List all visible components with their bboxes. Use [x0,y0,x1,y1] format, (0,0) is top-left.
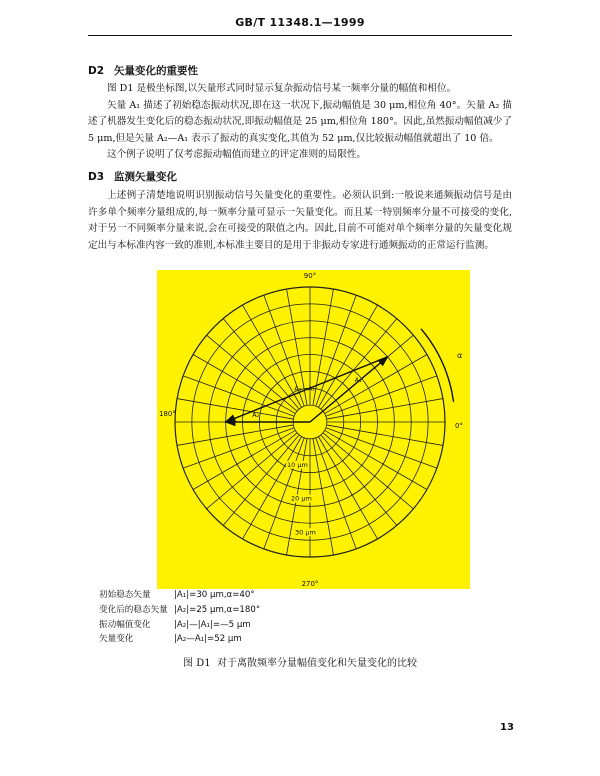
standard-code-header: GB/T 11348.1—1999 [235,16,365,29]
radius-label: 20 μm [291,494,312,503]
radius-label: 10 μm [287,460,308,469]
legend-row [99,588,260,603]
polar-spoke [313,439,334,555]
polar-spoke [183,376,294,416]
polar-spoke [183,428,294,468]
legend-row [99,603,260,618]
legend-label: 初始稳态矢量 [99,590,151,600]
polar-spoke [316,438,356,549]
legend-value: |A₂|=25 μm,α=180° [174,604,261,615]
section-d2-paragraph: 矢量 A₁ 描述了初始稳态振动状况,即在这一状况下,振动幅值是 30 μm,相位角 40°。矢量 A₂ 描述了机器发生变化后的稳态振动状况,即振动幅值是 25 μm,相位角 180°。因此,虽然振动幅值减少了 5 μm,但是矢量 A₂—A₁ 表示了振动的真实变化,其值为 52 μm,仅比较振动幅值就超出了 10 倍。 [88,99,512,144]
header-rule [88,35,512,36]
polar-spoke [193,355,295,414]
polar-spoke [223,319,299,409]
section-d3-paragraph: 上述例子清楚地说明识别振动信号矢量变化的重要性。必须认识到:一般说来通频振动信号是由许多单个频率分量组成的,每一频率分量可显示一矢量变化。而且某一特别频率分量不可接受的变化,对于另一不同频率分量来说,会在可接受的限值之内。因此,目前不可能对单个频率分量的矢量变化规定出与本标准内容一致的准则,本标准主要目的是用于非振动专家进行通频振动的正常运行监测。 [88,190,512,251]
polar-plot [157,270,470,589]
figure-number: 图 D1 [183,658,211,669]
figure-caption [0,654,600,669]
polar-spoke [316,295,356,406]
radius-label: 30 μm [295,528,316,537]
polar-spoke [321,435,397,525]
angle-label-180: 180° [159,410,176,418]
polar-spoke [223,435,299,525]
legend-row [99,618,260,633]
polar-figure [157,270,470,589]
legend-label: 变化后的稳态矢量 [99,604,168,615]
section-d2-number: D2 [88,65,105,77]
angle-label-90: 90° [303,272,317,280]
polar-spoke [321,319,397,409]
polar-spoke [325,430,427,489]
section-d2-body [88,81,512,164]
figure-legend [99,588,260,647]
legend-label: 矢量变化 [99,634,134,645]
section-d3-number: D3 [88,171,105,183]
section-d2-heading [88,63,198,78]
polar-spoke [313,289,334,405]
polar-spoke [327,399,443,420]
polar-spoke [323,433,413,509]
polar-spoke [243,437,302,539]
angle-label-270: 270° [301,580,319,588]
section-d2-paragraph: 图 D1 是极坐标图,以矢量形式同时显示复杂振动信号某一频率分量的幅值和相位。 [107,83,457,94]
polar-spoke [318,437,377,539]
polar-spoke [325,355,427,414]
section-d3-body [88,188,512,254]
polar-spoke [207,335,297,411]
polar-spoke [326,428,437,468]
polar-spoke [177,425,293,446]
vector-a1-label: A₁ [354,376,362,385]
legend-value: |A₂|—|A₁|=—5 μm [174,619,251,630]
polar-spoke [318,305,377,407]
alpha-arc [421,329,454,402]
vector-a2-label: A₂ [252,411,260,419]
polar-spoke [243,305,302,407]
polar-spoke [327,425,443,446]
alpha-label: α [457,351,463,360]
legend-row [99,632,260,647]
figure-caption-text: 对于离散频率分量幅值变化和矢量变化的比较 [216,658,417,669]
legend-label: 振动幅值变化 [99,619,151,630]
legend-value: |A₂—A₁|=52 μm [174,634,242,645]
page-number: 13 [500,722,514,733]
angle-label-0: 0° [455,422,463,430]
section-d3-title: 监测矢量变化 [114,171,177,183]
polar-spoke [326,376,437,416]
polar-spoke [193,430,295,489]
section-d3-heading [88,169,177,184]
vector-difference-label: A₂—A₁ [294,384,315,393]
section-d2-paragraph: 这个例子说明了仅考虑振动幅值而建立的评定准则的局限性。 [107,149,367,160]
legend-value: |A₁|=30 μm,α=40° [174,590,255,600]
polar-spoke [207,433,297,509]
section-d2-title: 矢量变化的重要性 [114,65,198,77]
